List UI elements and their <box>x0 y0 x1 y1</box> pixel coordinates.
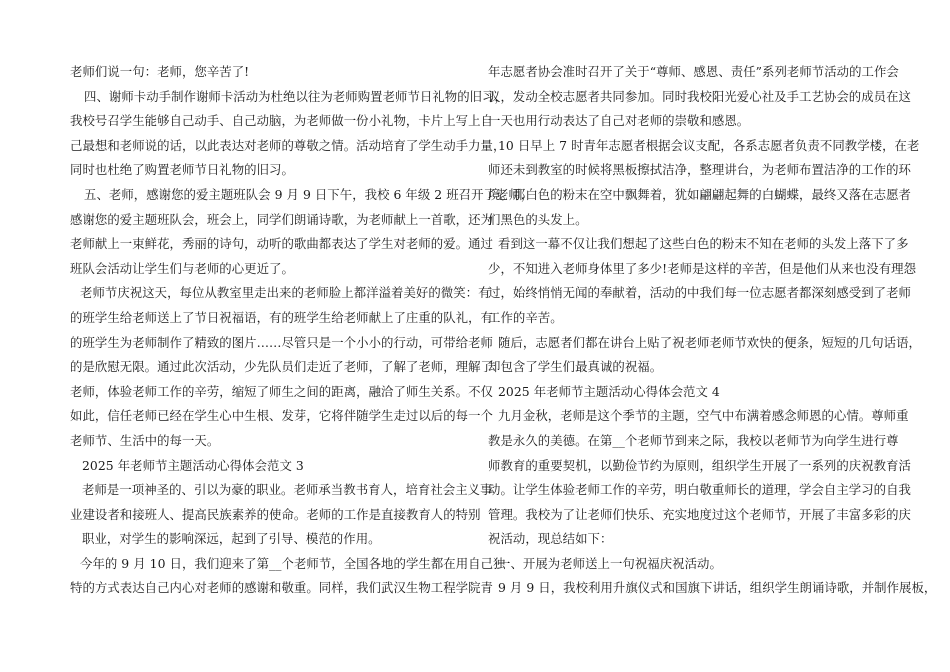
text-line: 如此，信任老师已经在学生心中生根、发芽，它将伴随学生走过以后的每一个 <box>70 408 493 424</box>
text-line: 年志愿者协会准时召开了关于“尊师、感恩、责任”系列老师节活动的工作会 <box>488 64 899 79</box>
text-line: 今年的 9 月 10 日，我们迎来了第__个老师节，全国各地的学生都在用自己独 <box>80 555 506 571</box>
text-line: 老师，体验老师工作的辛劳，缩短了师生之间的距离，融洽了师生关系。不仅 <box>70 383 493 399</box>
text-line: 境。那白色的粉末在空中飘舞着，犹如翩翩起舞的白蝴蝶，最终又落在志愿者 <box>488 186 911 202</box>
text-line: 九月金秋，老师是这个季节的主题，空气中布满着感念师恩的心情。尊师重 <box>498 408 909 424</box>
text-line: 职业，对学生的影响深远，起到了引导、模范的作用。 <box>82 531 381 547</box>
text-line: 我校号召学生能够自己动手、自己动脑，为老师做一份小礼物，卡片上写上自 <box>70 113 493 129</box>
text-line: 随后，志愿者们都在讲台上贴了祝老师老师节欢快的便条，短短的几句话语， <box>498 334 921 350</box>
text-line: 过，始终悄悄无闻的奉献着，活动的中我们每一位志愿者都深刻感受到了老师 <box>488 285 911 301</box>
text-line: 却包含了学生们最真诚的祝福。 <box>488 359 663 375</box>
text-line: 议，发动全校志愿者共同参加。同时我校阳光爱心社及手工艺协会的成员在这 <box>488 88 911 104</box>
text-line: 老师节庆祝这天，每位从教室里走出来的老师脸上都洋溢着美好的微笑：有 <box>80 285 491 301</box>
text-line: 祝活动，现总结如下： <box>488 531 613 547</box>
text-line: 2025 年老师节主题活动心得体会范文 4 <box>498 383 720 399</box>
text-line: 五、老师，感谢您的爱主题班队会 9 月 9 日下午，我校 6 年级 2 班召开了老师， <box>84 186 534 202</box>
text-line: 们黑色的头发上。 <box>488 211 588 227</box>
right-text-column <box>488 60 937 601</box>
text-line: 看到这一幕不仅让我们想起了这些白色的粉末不知在老师的头发上落下了多 <box>498 236 909 252</box>
text-line: 特的方式表达自己内心对老师的感谢和敬重。同样，我们武汉生物工程学院青 <box>70 580 493 596</box>
text-line: 四、谢师卡动手制作谢师卡活动为杜绝以往为老师购置老师节日礼物的旧习， <box>84 88 507 104</box>
text-line: 师教育的重要契机，以勤俭节约为原则，组织学生开展了一系列的庆祝教育活 <box>488 457 911 473</box>
text-line: 师还未到教室的时候将黑板擦拭洁净，整理讲台，为老师布置洁净的工作的环 <box>488 162 911 178</box>
text-line: 的是欣慰无限。通过此次活动，少先队员们走近了老师，了解了老师，理解了 <box>70 359 493 375</box>
text-line: 少，不知进入老师身体里了多少!老师是这样的辛苦，但是他们从来也没有理怨 <box>488 260 917 276</box>
text-line: 感谢您的爱主题班队会，班会上，同学们朗诵诗歌，为老师献上一首歌，还为 <box>70 211 493 227</box>
text-line: 一天也用行动表达了自己对老师的崇敬和感恩。 <box>488 113 750 129</box>
text-line: 老师是一项神圣的、引以为豪的职业。老师承当教书育人，培育社会主义事 <box>82 482 493 498</box>
text-line: 班队会活动让学生们与老师的心更近了。 <box>70 260 294 276</box>
text-line: 老师节、生活中的每一天。 <box>70 432 220 448</box>
text-line: 10 日早上 7 时青年志愿者根据会议支配，各系志愿者负责不同教学楼，在老 <box>498 137 920 153</box>
text-line: 工作的辛苦。 <box>488 309 563 325</box>
text-line: 己最想和老师说的话，以此表达对老师的尊敬之情。活动培育了学生动手力量， <box>70 137 506 153</box>
text-line: 的班学生给老师送上了节日祝福语，有的班学生给老师献上了庄重的队礼，有 <box>70 309 493 325</box>
text-line: 同时也杜绝了购置老师节日礼物的旧习。 <box>70 162 294 178</box>
text-line: 老师们说一句：老师，您辛苦了! <box>70 64 250 79</box>
text-line: 教是永久的美德。在第__个老师节到来之际，我校以老师节为向学生进行尊 <box>488 432 899 448</box>
text-line: 管理。我校为了让老师们快乐、充实地度过这个老师节，开展了丰富多彩的庆 <box>488 506 911 522</box>
text-line: 老师献上一束鲜花，秀丽的诗句，动听的歌曲都表达了学生对老师的爱。通过 <box>70 236 493 252</box>
text-line: 的班学生为老师制作了精致的图片……尽管只是一个小小的行动，可带给老师 <box>70 334 493 350</box>
text-line: 9 月 9 日，我校利用升旗仪式和国旗下讲话，组织学生朗诵诗歌，并制作展板， <box>498 580 937 596</box>
text-line: 业建设者和接班人、提高民族素养的使命。老师的工作是直接教育人的特别 <box>70 506 481 522</box>
text-line: 一、开展为老师送上一句祝福庆祝活动。 <box>498 555 722 571</box>
text-line: 2025 年老师节主题活动心得体会范文 3 <box>82 457 304 473</box>
text-line: 动。让学生体验老师工作的辛劳，明白敬重师长的道理，学会自主学习的自我 <box>488 482 911 498</box>
